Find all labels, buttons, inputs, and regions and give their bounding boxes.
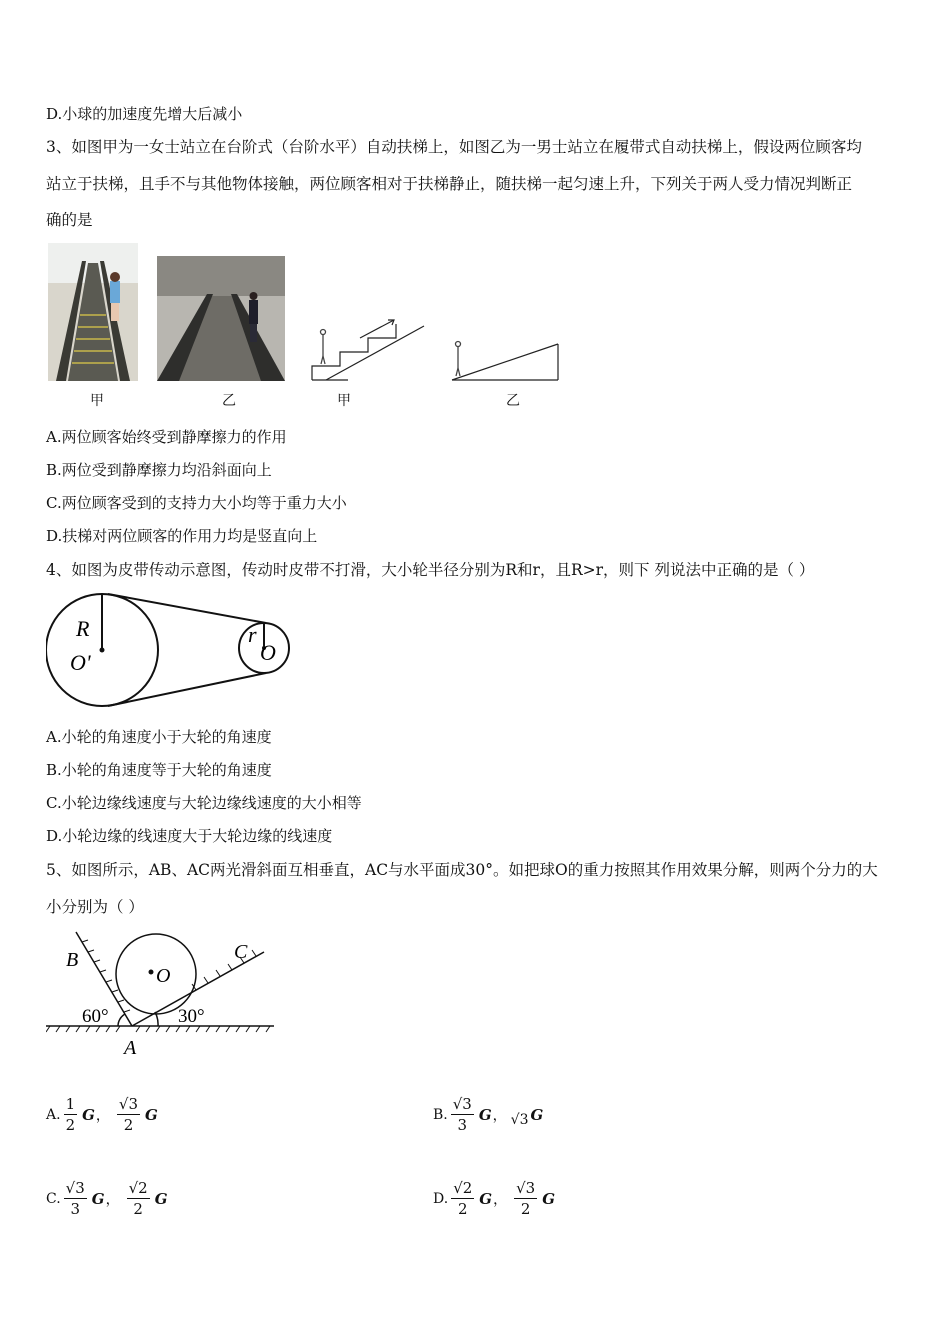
escalator-photo-jia bbox=[48, 243, 138, 381]
fraction: $\frac{√3}{2}$ bbox=[118, 1095, 139, 1134]
question-3-option-b: B.两位受到静摩擦力均沿斜面向上 bbox=[46, 461, 272, 479]
belt-drive-diagram bbox=[46, 588, 296, 712]
incline-angle-60: 60° bbox=[82, 1006, 109, 1027]
question-4-stem: 4、如图为皮带传动示意图，传动时皮带不打滑，大小轮半径分别为R和r，且R>r，则下 列说法中正确的是（ ） bbox=[46, 561, 815, 579]
incline-label-B: B bbox=[66, 949, 79, 971]
escalator-photo-yi bbox=[157, 256, 285, 381]
question-5-line-1: 5、如图所示，AB、AC两光滑斜面互相垂直，AC与水平面成30°。如把球O的重力按照其作用效果分解，则两个分力的大 bbox=[46, 861, 878, 879]
option-d-prev: D.小球的加速度先增大后减小 bbox=[46, 105, 243, 123]
sqrt-value: √3 bbox=[510, 1111, 529, 1128]
question-4-option-a: A.小轮的角速度小于大轮的角速度 bbox=[46, 728, 272, 746]
caption-yi-diagram: 乙 bbox=[506, 393, 520, 409]
question-5-line-2: 小分别为（ ） bbox=[46, 898, 144, 916]
fraction: $\frac{√3}{2}$ bbox=[516, 1179, 536, 1218]
fraction: $\frac{√2}{2}$ bbox=[128, 1179, 148, 1218]
question-3-line-2: 站立于扶梯，且手不与其他物体接触，两位顾客相对于扶梯静止，随扶梯一起匀速上升，下列关于两人受力情况判断正 bbox=[46, 175, 853, 193]
question-4-option-d: D.小轮边缘的线速度大于大轮边缘的线速度 bbox=[46, 827, 333, 845]
option-letter: D. bbox=[433, 1190, 449, 1207]
question-5-option-a: A. $\frac{1}{2}$ G ， $\frac{√3}{2}$ G bbox=[46, 1095, 158, 1134]
belt-label-O-prime: O' bbox=[70, 650, 91, 675]
question-4-option-c: C.小轮边缘线速度与大轮边缘线速度的大小相等 bbox=[46, 794, 362, 812]
belt-escalator-diagram bbox=[448, 340, 562, 382]
option-letter: B. bbox=[433, 1106, 448, 1123]
belt-label-O: O bbox=[260, 640, 276, 665]
option-letter: C. bbox=[46, 1190, 61, 1207]
incline-label-A: A bbox=[124, 1037, 137, 1059]
question-3-option-a: A.两位顾客始终受到静摩擦力的作用 bbox=[46, 428, 287, 446]
question-5-option-b: B. $\frac{√3}{3}$ G ， √3 G bbox=[433, 1095, 544, 1134]
question-5-option-d: D. $\frac{√2}{2}$ G ， $\frac{√3}{2}$ G bbox=[433, 1179, 556, 1218]
question-3-line-3: 确的是 bbox=[46, 211, 93, 229]
step-escalator-diagram bbox=[308, 318, 428, 384]
incline-label-C: C bbox=[234, 941, 248, 963]
incline-angle-30: 30° bbox=[178, 1006, 205, 1027]
incline-ball-diagram bbox=[46, 926, 276, 1060]
belt-label-r: r bbox=[248, 622, 257, 647]
option-letter: A. bbox=[46, 1106, 61, 1123]
belt-label-R: R bbox=[76, 616, 90, 641]
caption-yi-photo: 乙 bbox=[222, 393, 236, 409]
question-3-option-c: C.两位顾客受到的支持力大小均等于重力大小 bbox=[46, 494, 347, 512]
question-5-option-c: C. $\frac{√3}{3}$ G ， $\frac{√2}{2}$ G bbox=[46, 1179, 168, 1218]
question-3-option-d: D.扶梯对两位顾客的作用力均是竖直向上 bbox=[46, 527, 318, 545]
question-4-option-b: B.小轮的角速度等于大轮的角速度 bbox=[46, 761, 272, 779]
caption-jia-diagram: 甲 bbox=[337, 393, 351, 409]
fraction: $\frac{√2}{2}$ bbox=[453, 1179, 473, 1218]
question-3-line-1: 3、如图甲为一女士站立在台阶式（台阶水平）自动扶梯上，如图乙为一男士站立在履带式自动扶梯上，假设两位顾客均 bbox=[46, 138, 862, 156]
fraction: $\frac{√3}{3}$ bbox=[452, 1095, 472, 1134]
fraction: $\frac{√3}{3}$ bbox=[65, 1179, 85, 1218]
incline-label-O: O bbox=[156, 965, 171, 987]
caption-jia-photo: 甲 bbox=[90, 393, 104, 409]
fraction: $\frac{1}{2}$ bbox=[65, 1095, 76, 1134]
